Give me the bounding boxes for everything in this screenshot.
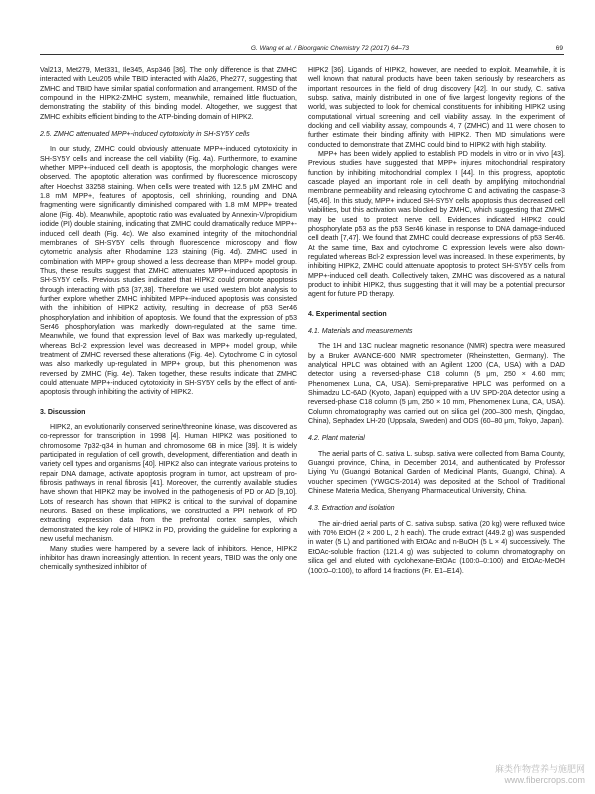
section-4-title: 4. Experimental section <box>308 310 387 318</box>
paragraph: Val213, Met279, Met331, Ile345, Asp346 [36]. The only difference is that ZMHC interacted with Leu205 while TBID interacted with Ala26, Phe277, suggesting that ZMHC and TBID have similar spatial conformation and arrangement. RMSD of the compound in the HIPK2-ZMHC system, meanwhile, remained little fluctuation, demonstrating the stability of this binding model. Altogether, we suggest that ZMHC exhibits efficient binding to the ATP-binding domain of HIPK2. <box>40 67 297 121</box>
watermark-line: 麻类作物营养与施肥网 <box>494 764 585 774</box>
watermark <box>495 764 585 786</box>
page-number: 69 <box>555 45 563 52</box>
paragraph: The 1H and 13C nuclear magnetic resonance (NMR) spectra were measured by a Bruker AVANCE-600 NMR spectrometer (Rheinstetten, Germany). The analytical HPLC was obtained with an Agilent 1200 (CA, USA) with a DAD detector using a reversed-phase C18 column (5 μm, 250 × 4.60 mm; Phenomenex Luna, CA, USA). Semi-preparative HPLC was performed on a Shimadzu LC-6AD (Kyoto, Japan) equipped with a UV SPD-20A detector using a reversed-phase C18 column (5 μm, 250 × 10 mm, Phenomenex Luna, CA, USA). Column chromatography was carried out on silica gel (200–300 mesh, Qingdao, China), Sephadex LH-20 (Uppsala, Sweden) and ODS (60–80 μm, Tokyo, Japan). <box>308 343 565 426</box>
header-rule <box>40 54 564 55</box>
section-4-2-title: 4.2. Plant material <box>308 435 365 443</box>
paragraph: Many studies were hampered by a severe lack of inhibitors. Hence, HIPK2 inhibitor has drawn increasingly attention. In recent years, TBID was the only one chemically synthesized inhibitor of <box>40 545 297 572</box>
paragraph: MPP+ has been widely applied to establish PD models in vitro or in vivo [43]. Previous studies have suggested that MPP+ injures mitochondrial respiratory function by inhibiting mitochondrial complex I [44]. In this progress, apoptotic cascade played an important role in cell death by amplifying mitochondrial membrane permeability and releasing cytochrome C and activating the caspase-3 [45,46]. In this study, MPP+ induced SH-SY5Y cells apoptosis thus decreased cell viabilities, but this activation was blocked by ZMHC, which suggesting that ZMHC may be used to protect nerve cell. Evidences indicated HIPK2 could phosphorylate p53 as the p53 Ser46 kinase in response to DNA damage-induced cell death [7,47]. We found that ZMHC could decrease expressions of p53 Ser46. At the same time, Bax and cytochrome C expression levels were also down-regulated whereas Bcl-2 expression level was increased. In these experiments, by inhibiting HIPK2, ZMHC could attenuate apoptosis to protect SH-SY5Y cells from MPP+-induced cell death. Collectively taken, ZMHC was discovered as a natural product to inhibit HIPK2, thus suggesting that it will may be a potential precursor agent for future PD therapy. <box>308 151 565 299</box>
section-2-5-title: 2.5. ZMHC attenuated MPP+-induced cytotoxicity in SH-SY5Y cells <box>40 131 250 139</box>
paragraph: The air-dried aerial parts of C. sativa subsp. sativa (20 kg) were refluxed twice with 70% EtOH (2 × 200 L, 2 h each). The crude extract (449.2 g) was suspended in water (5 L) and partitioned with EtOAc and n-BuOH (5 L × 4) successively. The EtOAc-soluble fraction (121.4 g) was subjected to column chromatography on silica gel and eluted with cyclohexane-EtOAc (100:0–0:100) and EtOAc-MeOH (100:0–0:100), to afford 14 fractions (Fr. E1–E14). <box>308 520 565 575</box>
running-head: G. Wang et al. / Bioorganic Chemistry 72 (2017) 64–73 <box>250 45 410 52</box>
right-column <box>308 66 565 576</box>
section-3-title: 3. Discussion <box>40 408 86 416</box>
left-column <box>40 66 297 573</box>
watermark-url: www.fibercrops.com <box>504 775 585 785</box>
paragraph: HIPK2, an evolutionarily conserved serine/threonine kinase, was discovered as co-repressor for transcription in 1998 [4]. Human HIPK2 was positioned to chromosome 7p32-q34 in human and chromosome 6B in mice [39]. It is widely participated in regulation of cell growth, development, differentiation and death in variety cell types and organisms [40]. HIPK2 also can integrate various proteins to repair DNA damage, activate apoptosis program in tumor, act upstream of pro-fibrosis pathways in renal fibrosis [41]. Moreover, the currently available studies have shown that HIPK2 may be involved in the pathogenesis of PD or AD [9,10]. Lots of research has shown that HIPK2 is critical to the survival of dopamine neurons. Based on these implications, we constructed a PPI network of PD extracting expression data from the prefrontal cortex samples, which demonstrated the key role of HIPK2 in PD, providing the guideline for exploring a new useful mechanism. <box>40 424 297 544</box>
paragraph: In our study, ZMHC could obviously attenuate MPP+-induced cytotoxicity in SH-SY5Y cells and increase the cell viability (Fig. 4a). Furthermore, to examine whether MPP+-induced cell death is apoptosis, the morphologic changes were observed. The apoptotic alteration was confirmed by fluorescence microscopy after Hoechst 33258 staining. When cells were treated with 12.5 μM ZMHC and 1.8 mM MPP+, features of apoptosis, cell shrinking, rounding and DNA fragmenting were significantly diminished compared with 1.8 mM MPP+ treated alone (Fig. 4b). Meanwhile, apoptotic ratio was evaluated by Annexin-V/propidium iodide (PI) double staining, indicating that ZMHC could dramatically reduce MPP+-induced cell death (Fig. 4c). We also examined integrity of the mitochondrial membranes of SH-SY5Y cells through fluorescence microscopy and flow cytometric analysis after Rhodamine 123 staining (Fig. 4d). ZMHC used in combination with MPP+ group showed a less decrease than MPP+ model group. Thus, these results suggest that ZMHC attenuates MPP+-induced apoptosis in SH-SY5Y cells. Previous studies indicated that HIPK2 could promote apoptosis through interacting with p53 [37,38]. Therefore we used western blot analysis to further explore whether ZMHC inhibited MPP+-induced apoptosis was consisted with the inhibition of HIPK2 activity, resulting in decrease of p53 Ser46 phosphorylation and inhibition of apoptosis. We found that the expression of p53 Ser46 phosphorylation was markedly down-regulated at the same time. Meanwhile, we found that expression level of Bax was markedly up-regulated, whereas Bcl-2 expression level was decreased in MPP+ model group, while treatment of ZMHC reversed these alterations (Fig. 4e). Cytochrome C in cytosol was also markedly up-regulated in MPP+ group, but this phenomenon was reversed by ZMHC (Fig. 4e). Taken together, these results indicate that ZMHC could attenuate MPP+-induced cytotoxicity in SH-SY5Y cells by the effect of anti-apoptosis through inhibiting the activity of HIPK2. <box>40 146 297 397</box>
paragraph: HIPK2 [36]. Ligands of HIPK2, however, are needed to exploit. Meanwhile, it is well known that natural products have been taken seriously by researchers as important resources in the field of drug discovery [42]. In our study, C. sativa subsp. sativa, mainly distributed in one of five largest longevity regions of the world, was subjected to look for chemical constituents for inhibiting HIPK2 using computational virtual screening and cell viability assay. In the experiment of docking and cell viability assay, compounds 4, 7 (ZMHC) and 11 were chosen to further estimate their binding affinity with HIPK2. Then MD simulations were conducted to demonstrate that ZMHC could bind to HIPK2 with high stability. <box>308 67 565 149</box>
paragraph: The aerial parts of C. sativa L. subsp. sativa were collected from Bama County, Guangxi province, China, in December 2014, and authenticated by Professor Liying Yu (Guangxi Botanical Garden of Medicinal Plants, Guangxi, China). A voucher specimen (YWGCS-2014) was deposited at the School of Traditional Chinese Materia Medica, Shenyang Pharmaceutical University, China. <box>308 450 565 496</box>
section-4-1-title: 4.1. Materials and measurements <box>308 327 413 335</box>
section-4-3-title: 4.3. Extraction and isolation <box>308 505 395 513</box>
